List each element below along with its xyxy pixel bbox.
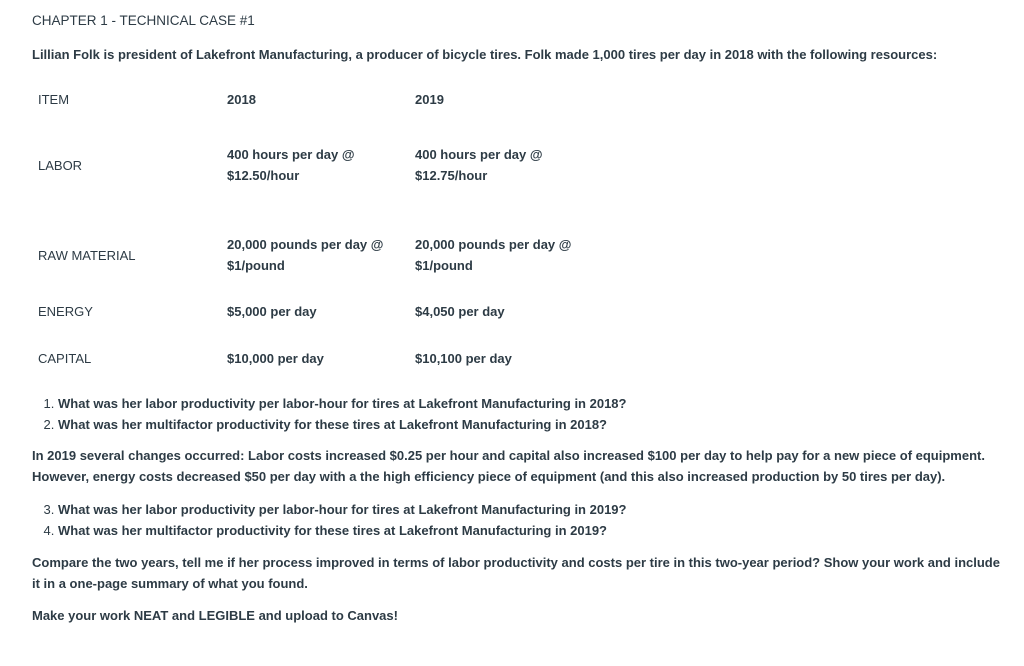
raw-material-2019-amount: 20,000 pounds per day @ (415, 237, 572, 252)
energy-2018: $5,000 per day (227, 304, 317, 319)
labor-2018-rate: $12.50/hour (227, 168, 300, 183)
raw-material-2018 (227, 222, 415, 288)
chapter-title: CHAPTER 1 - TECHNICAL CASE #1 (32, 13, 255, 28)
row-label-labor: LABOR (38, 157, 83, 173)
header-2018: 2018 (227, 91, 256, 107)
neat-paragraph: Make your work NEAT and LEGIBLE and upload to Canvas! (32, 608, 398, 623)
energy-2019: $4,050 per day (415, 304, 505, 319)
labor-2018 (227, 108, 415, 222)
row-label-capital: CAPITAL (38, 351, 92, 366)
row-label-raw-material: RAW MATERIAL (38, 247, 136, 263)
table-row-energy (38, 288, 615, 335)
header-2019: 2019 (415, 91, 444, 107)
compare-paragraph: Compare the two years, tell me if her process improved in terms of labor productivity and costs per tire in this two-year period? Show your work and include it in a one-page summary of what you found. (32, 555, 1000, 591)
labor-2019 (415, 108, 615, 222)
questions-2018-list (32, 393, 626, 435)
row-label-energy: ENERGY (38, 304, 93, 319)
question-2: 2. What was her multifactor productivity for these tires at Lakefront Manufacturing in 2018? (58, 414, 626, 435)
capital-2019: $10,100 per day (415, 351, 512, 366)
table-row-capital (38, 335, 615, 382)
raw-material-2018-rate: $1/pound (227, 258, 285, 273)
labor-2018-hours: 400 hours per day @ (227, 147, 355, 162)
capital-2018: $10,000 per day (227, 351, 324, 366)
raw-material-2019 (415, 222, 615, 288)
question-4: 4. What was her multifactor productivity for these tires at Lakefront Manufacturing in 2019? (58, 520, 626, 541)
question-3: 3. What was her labor productivity per labor-hour for tires at Lakefront Manufacturing in 2019? (58, 499, 626, 520)
table-row-raw-material (38, 222, 615, 288)
labor-2019-hours: 400 hours per day @ (415, 147, 543, 162)
document-page (32, 12, 1002, 623)
changes-paragraph: In 2019 several changes occurred: Labor costs increased $0.25 per hour and capital also increased $100 per day to help pay for a new piece of equipment. However, energy costs decreased $50 per day with a the high efficiency piece of equipment (and this also increased production by 50 tires per day). (32, 448, 985, 484)
question-1: 1. What was her labor productivity per labor-hour for tires at Lakefront Manufacturing in 2018? (58, 393, 626, 414)
raw-material-2019-rate: $1/pound (415, 258, 473, 273)
labor-2019-rate: $12.75/hour (415, 168, 488, 183)
raw-material-2018-amount: 20,000 pounds per day @ (227, 237, 384, 252)
questions-2019-list (32, 499, 626, 541)
header-item: ITEM (38, 91, 70, 107)
table-header-row (38, 90, 615, 108)
resources-table (38, 90, 615, 382)
intro-paragraph: Lillian Folk is president of Lakefront Manufacturing, a producer of bicycle tires. Folk made 1,000 tires per day in 2018 with the following resources: (32, 47, 938, 62)
table-row-labor (38, 108, 615, 222)
